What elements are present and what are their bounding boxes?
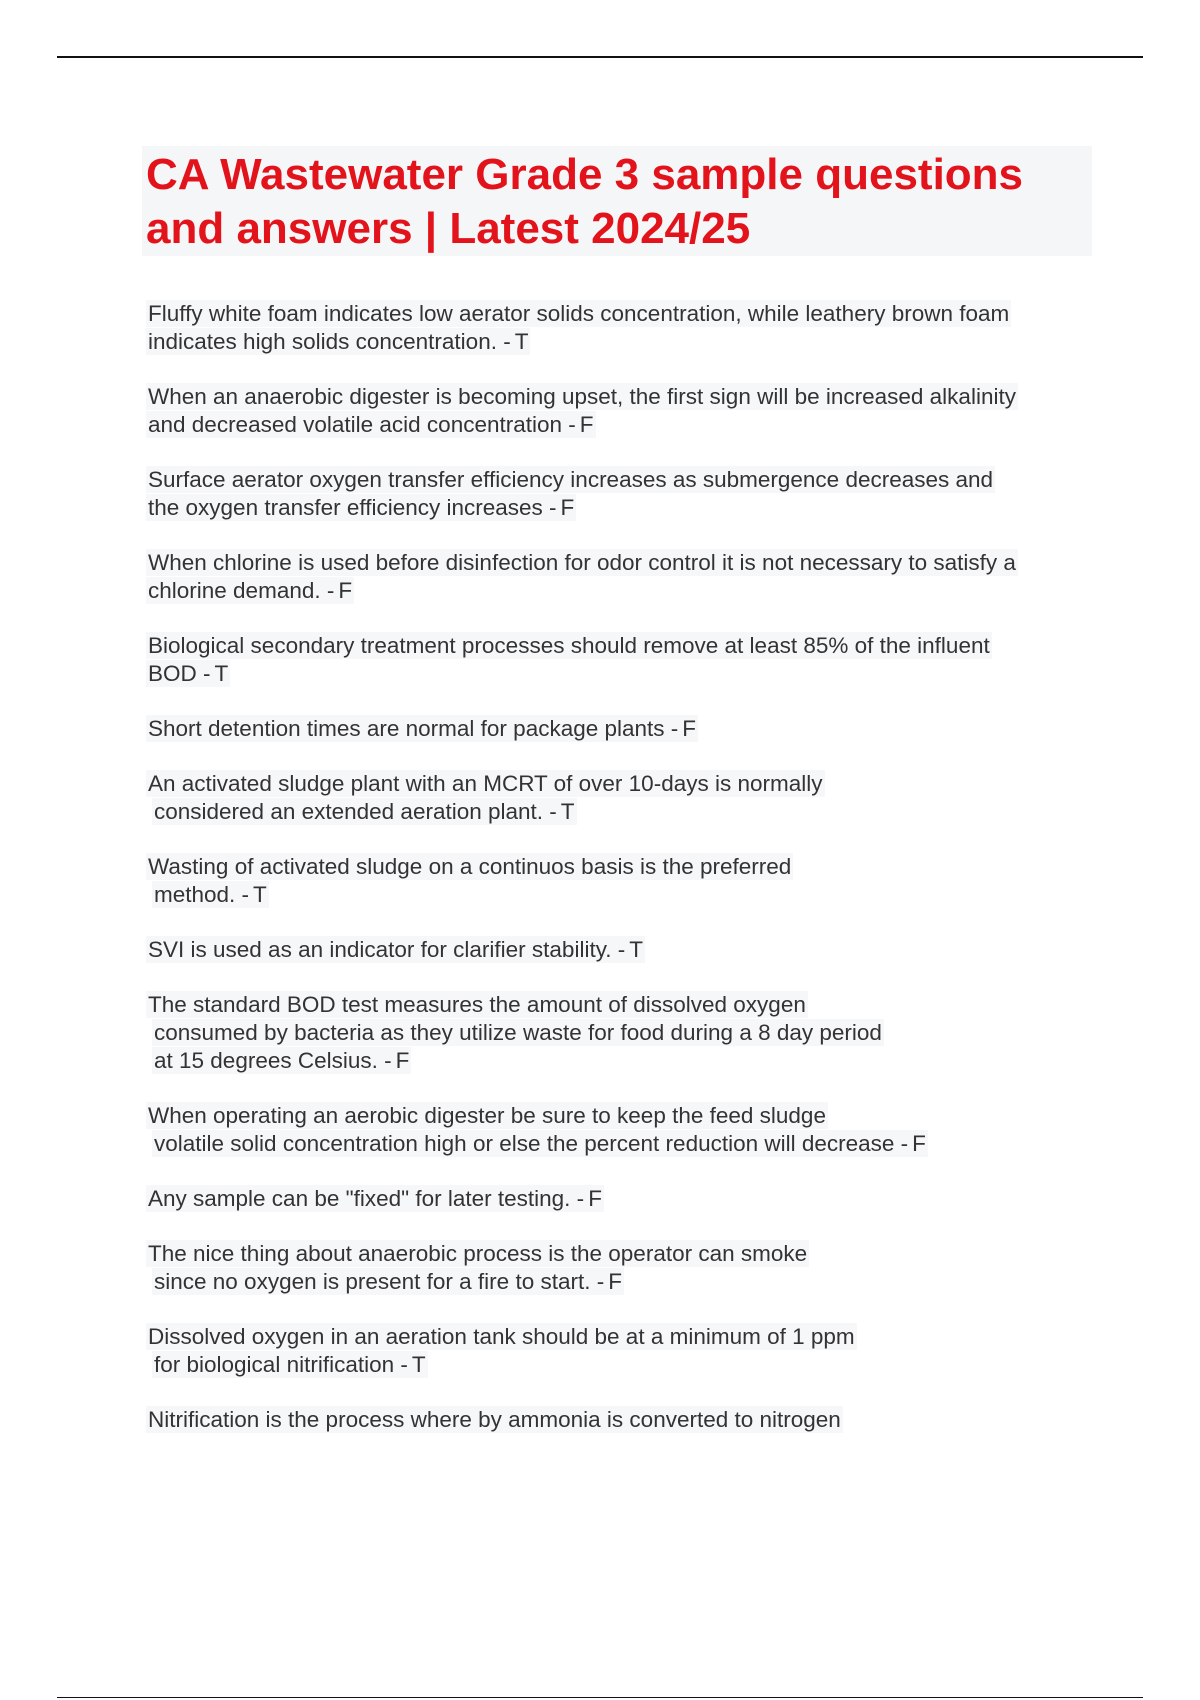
qa-line bbox=[146, 881, 1106, 909]
qa-list bbox=[146, 300, 1106, 1461]
question-text: Fluffy white foam indicates low aerator solids concentration, while leathery brown foam bbox=[148, 301, 1010, 326]
answer-label: T bbox=[411, 1352, 426, 1377]
answer-label: F bbox=[579, 412, 594, 437]
qa-line bbox=[146, 383, 1106, 411]
qa-line bbox=[146, 1323, 1106, 1351]
bottom-rule bbox=[57, 1697, 1143, 1698]
question-text: Short detention times are normal for package plants - bbox=[148, 716, 679, 741]
question-text: indicates high solids concentration. - bbox=[148, 329, 511, 354]
qa-line bbox=[146, 1047, 1106, 1075]
question-text: for biological nitrification - bbox=[154, 1352, 408, 1377]
qa-line bbox=[146, 549, 1106, 577]
answer-label: F bbox=[395, 1048, 410, 1073]
qa-item bbox=[146, 383, 1106, 439]
answer-label: T bbox=[629, 937, 644, 962]
qa-line bbox=[146, 1351, 1106, 1379]
question-text: and decreased volatile acid concentration - bbox=[148, 412, 576, 437]
answer-label: T bbox=[253, 882, 267, 907]
answer-label: T bbox=[214, 661, 229, 686]
question-text: Dissolved oxygen in an aeration tank should be at a minimum of 1 ppm bbox=[148, 1324, 855, 1349]
qa-item bbox=[146, 991, 1106, 1075]
question-text: When chlorine is used before disinfection for odor control it is not necessary to satisfy a bbox=[148, 550, 1016, 575]
qa-item bbox=[146, 632, 1106, 688]
qa-item bbox=[146, 715, 1106, 743]
question-text: method. - bbox=[154, 882, 250, 907]
answer-label: F bbox=[338, 578, 353, 603]
question-text: The nice thing about anaerobic process is the operator can smoke bbox=[148, 1241, 808, 1266]
qa-item bbox=[146, 1102, 1106, 1158]
question-text: the oxygen transfer efficiency increases - bbox=[148, 495, 557, 520]
qa-line bbox=[146, 411, 1106, 439]
qa-line bbox=[146, 936, 1106, 964]
qa-line bbox=[146, 1130, 1106, 1158]
qa-line bbox=[146, 300, 1106, 328]
qa-item bbox=[146, 549, 1106, 605]
top-rule bbox=[57, 56, 1143, 58]
question-text: Biological secondary treatment processes should remove at least 85% of the influent bbox=[148, 633, 990, 658]
question-text: When an anaerobic digester is becoming upset, the first sign will be increased alkalinity bbox=[148, 384, 1016, 409]
qa-item bbox=[146, 1185, 1106, 1213]
question-text: consumed by bacteria as they utilize waste for food during a 8 day period bbox=[154, 1020, 882, 1045]
question-text: SVI is used as an indicator for clarifier stability. - bbox=[148, 937, 626, 962]
qa-line bbox=[146, 1102, 1106, 1130]
answer-label: T bbox=[560, 799, 575, 824]
qa-line bbox=[146, 991, 1106, 1019]
question-text: An activated sludge plant with an MCRT of over 10-days is normally bbox=[148, 771, 823, 796]
qa-line bbox=[146, 1185, 1106, 1213]
question-text: considered an extended aeration plant. - bbox=[154, 799, 557, 824]
qa-line bbox=[146, 328, 1106, 356]
answer-label: F bbox=[588, 1186, 602, 1211]
qa-line bbox=[146, 577, 1106, 605]
answer-label: T bbox=[514, 329, 529, 354]
qa-line bbox=[146, 494, 1106, 522]
question-text: Nitrification is the process where by ammonia is converted to nitrogen bbox=[148, 1407, 841, 1432]
question-text: The standard BOD test measures the amount of dissolved oxygen bbox=[148, 992, 806, 1017]
question-text: Wasting of activated sludge on a continuos basis is the preferred bbox=[148, 854, 792, 879]
qa-line bbox=[146, 632, 1106, 660]
answer-label: F bbox=[560, 495, 575, 520]
qa-line bbox=[146, 1268, 1106, 1296]
qa-item bbox=[146, 770, 1106, 826]
answer-label: F bbox=[608, 1269, 622, 1294]
qa-line bbox=[146, 1406, 1106, 1434]
question-text: at 15 degrees Celsius. - bbox=[154, 1048, 392, 1073]
question-text: When operating an aerobic digester be sure to keep the feed sludge bbox=[148, 1103, 826, 1128]
qa-item bbox=[146, 853, 1106, 909]
question-text: Any sample can be "fixed" for later testing. - bbox=[148, 1186, 585, 1211]
qa-item bbox=[146, 300, 1106, 356]
qa-item bbox=[146, 1406, 1106, 1434]
question-text: since no oxygen is present for a fire to start. - bbox=[154, 1269, 605, 1294]
answer-label: F bbox=[682, 716, 697, 741]
qa-item bbox=[146, 1323, 1106, 1379]
qa-line bbox=[146, 1240, 1106, 1268]
document-title: CA Wastewater Grade 3 sample questions and answers | Latest 2024/25 bbox=[146, 150, 1024, 253]
question-text: chlorine demand. - bbox=[148, 578, 335, 603]
question-text: BOD - bbox=[148, 661, 211, 686]
qa-line bbox=[146, 798, 1106, 826]
qa-line bbox=[146, 715, 1106, 743]
qa-line bbox=[146, 1019, 1106, 1047]
qa-item bbox=[146, 1240, 1106, 1296]
qa-line bbox=[146, 770, 1106, 798]
question-text: volatile solid concentration high or else the percent reduction will decrease - bbox=[154, 1131, 909, 1156]
qa-line bbox=[146, 853, 1106, 881]
qa-item bbox=[146, 466, 1106, 522]
qa-line bbox=[146, 466, 1106, 494]
qa-line bbox=[146, 660, 1106, 688]
answer-label: F bbox=[912, 1131, 926, 1156]
qa-item bbox=[146, 936, 1106, 964]
question-text: Surface aerator oxygen transfer efficiency increases as submergence decreases and bbox=[148, 467, 994, 492]
